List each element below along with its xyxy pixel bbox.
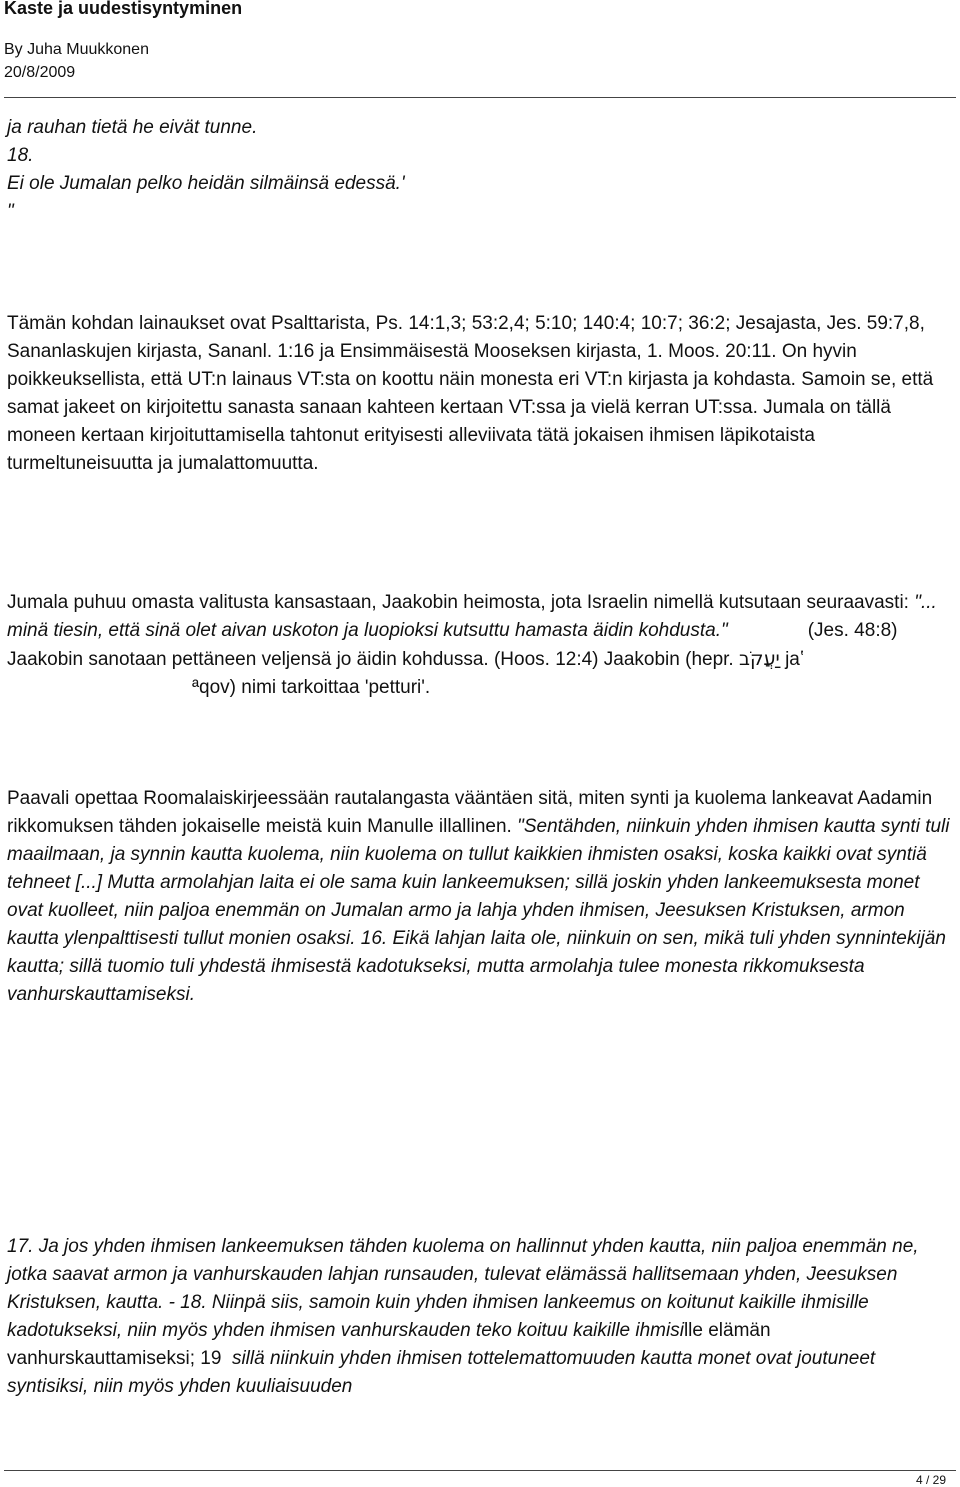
transliteration-part-2: ªqov) [192,677,236,698]
paragraph-romans [7,785,955,1009]
paragraph-citations [7,310,955,478]
romans-verse-19: sillä niinkuin yhden ihmisen tottelemattomuuden kautta monet ovat joutuneet syntisiksi, niin myös yhden kuuliaisuuden [7,1348,876,1397]
document-author: By Juha Muukkonen [4,41,149,58]
psalm-line-3: Ei ole Jumalan pelko heidän silmäinsä edessä.' [7,173,405,194]
document-date: 20/8/2009 [4,64,76,81]
paragraph-romans-continued [7,1233,955,1401]
romans-verse-17-18: 17. Ja jos yhden ihmisen lankeemuksen tähden kuolema on hallinnut yhden kautta, niin paljoa enemmän ne, jotka saavat armon ja vanhurskauden lahjan runsauden, tulevat elämässä hallitsemaan yhden, Jeesuksen Kristuksen, kautta. - 18. Niinpä siis, samoin kuin yhden ihmisen lankeemus on koitunut kaikille ihmisille kadotukseksi, niin myös yhden ihmisen vanhurskauden teko koituu kaikille ihmisi [7,1236,919,1341]
footer-divider [4,1470,956,1471]
transliteration-part-1: jaʽ [785,649,805,670]
paragraph-romans-continued-text [7,1233,955,1401]
romans-lead: Paavali opettaa Roomalaiskirjeessään rautalangasta vääntäen sitä, miten synti ja kuolema lankeavat Aadamin rikkomuksen tähden jokaiselle meistä kuin Manulle illallinen. [7,788,933,837]
paragraph-jacob [7,589,955,702]
jacob-reference: (Jes. 48:8) Jaakobin sanotaan pettäneen veljensä jo äidin kohdussa. (Hoos. 12:4) Jaakobin (hepr. [7,620,898,670]
jacob-name-meaning: nimi tarkoittaa 'petturi'. [241,677,431,698]
hebrew-jacob: יַעֲקֹב [739,648,780,670]
romans-quote: "Sentähden, niinkuin yhden ihmisen kautta synti tuli maailmaan, ja synnin kautta kuolema, niin kuolema on tullut kaikkien ihmisten osaksi, koska kaikki ovat syntiä tehneet [...] Mutta armolahjan laita ei ole sama kuin lankeemuksen; sillä joskin yhden lankeemuksesta monet ovat kuolleet, niin paljoa enemmän on Jumalan armo ja lahja yhden ihmisen, Jeesuksen Kristuksen, armon kautta ylenpalttisesti tullut monien osaksi. 16. Eikä lahjan laita ole, niinkuin on sen, mikä tuli yhden synnintekijän kautta; sillä tuomio tuli yhdestä ihmisestä kadotukseksi, mutta armolahja tulee monesta rikkomuksesta vanhurskauttamiseksi. [7,816,950,1005]
paragraph-romans-text [7,785,955,1009]
page-number: 4 / 29 [915,1473,946,1487]
jacob-lead: Jumala puhuu omasta valitusta kansastaan, Jaakobin heimosta, jota Israelin nimellä kutsutaan seuraavasti: [7,592,915,613]
document-header [4,0,956,83]
psalm-quote-block [7,114,955,226]
paragraph-citations-text: Tämän kohdan lainaukset ovat Psalttarista, Ps. 14:1,3; 53:2,4; 5:10; 140:4; 10:7; 36:2; Jesajasta, Jes. 59:7,8, Sananlaskujen kirjasta, Sananl. 1:16 ja Ensimmäisestä Mooseksen kirjasta, 1. Moos. 20:11. On hyvin poikkeuksellista, että UT:n lainaus VT:sta on koottu näin monesta eri VT:n kirjasta ja kohdasta. Samoin se, että samat jakeet on kirjoitettu sanasta sanaan kahteen kertaan VT:ssa ja vielä kerran UT:ssa. Jumala on tällä moneen kertaan kirjoituttamisella tahtonut erityisesti alleviivata tätä jokaisen ihmisen läpikotaista turmeltuneisuutta ja jumalattomuutta. [7,313,934,474]
romans-upright-fragment: lle elämän vanhurskauttamiseksi; 19 [7,1320,771,1369]
psalm-line-2: 18. [7,145,34,166]
header-divider [4,97,956,98]
document-title: Kaste ja uudestisyntyminen [4,0,243,18]
psalm-line-4: " [7,201,14,222]
paragraph-jacob-text [7,589,955,702]
isaiah-quote: "... minä tiesin, että sinä olet aivan uskoton ja luopioksi kutsuttu hamasta äidin kohdusta." [7,592,937,641]
psalm-line-1: ja rauhan tietä he eivät tunne. [7,117,258,138]
